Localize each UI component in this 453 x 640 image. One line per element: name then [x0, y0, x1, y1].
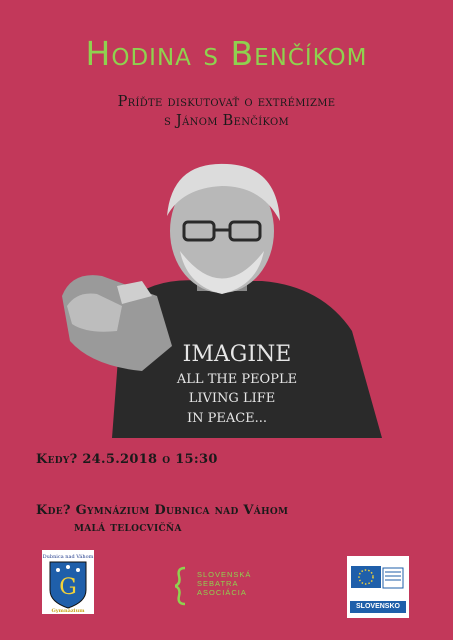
event-place: Kde? Gymnázium Dubnica nad Váhom — [36, 503, 289, 518]
eu-logo — [347, 556, 409, 618]
event-room: malá telocvičňa — [74, 520, 182, 535]
speaker-photo — [62, 156, 392, 438]
ssa-logo-icon — [175, 566, 193, 606]
eu-label: SLOVENSKO — [350, 601, 406, 613]
school-logo-bottom-text: Gymnázium — [51, 608, 85, 614]
event-time: Kedy? 24.5.2018 o 15:30 — [36, 452, 218, 467]
school-logo-top-text: Dubnica nad Váhom — [42, 554, 94, 560]
school-crest-icon — [42, 550, 94, 614]
poster-subtitle — [0, 93, 453, 131]
shirt-text-4: IN PEACE... — [186, 411, 268, 426]
shirt-text-3: LIVING LIFE — [188, 391, 276, 406]
eu-flag-icon — [347, 556, 409, 602]
ssa-logo — [175, 566, 275, 616]
svg-text:G: G — [59, 575, 77, 600]
ssa-line-3: ASOCIÁCIA — [197, 588, 247, 597]
ssa-line-1: SLOVENSKÁ — [197, 570, 252, 579]
subtitle-line-1: Príďte diskutovať o extrémizme — [117, 94, 336, 110]
subtitle-line-2: s Jánom Benčíkom — [163, 113, 290, 129]
poster-title: Hodina s Benčíkom — [85, 34, 368, 73]
ssa-text — [197, 570, 251, 597]
ssa-line-2: SEBATRA — [197, 579, 239, 588]
shirt-text-1: IMAGINE — [182, 342, 292, 367]
shirt-text-2: ALL THE PEOPLE — [176, 372, 298, 387]
